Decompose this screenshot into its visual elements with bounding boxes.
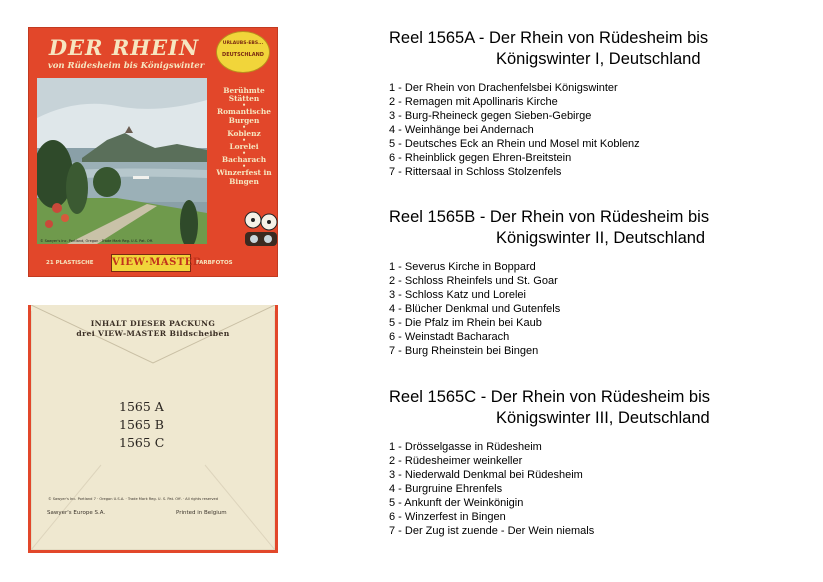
reel-number: 1565 C [119, 435, 165, 450]
scene-item: 7 - Burg Rheinstein bei Bingen [389, 345, 539, 357]
cover-footer-left: 21 PLASTISCHE [46, 260, 94, 266]
reel-number-list [119, 398, 164, 452]
scene-item: 3 - Niederwald Denkmal bei Rüdesheim [389, 469, 583, 481]
place-item: Koblenz [227, 128, 261, 138]
back-header-line1: INHALT DIESER PACKUNG [90, 319, 216, 328]
place-item: Berühmte Stätten [223, 86, 265, 104]
scene-item: 7 - Rittersaal in Schloss Stolzenfels [389, 166, 562, 178]
place-item: Bacharach [221, 155, 267, 165]
scene-item: 1 - Der Rhein von Drachenfelsbei Königswinter [389, 82, 618, 94]
scene-item: 5 - Ankunft der Weinkönigin [389, 497, 524, 509]
reel-title-line2: Königswinter I, Deutschland [496, 50, 701, 68]
scene-item: 1 - Drösselgasse in Rüdesheim [389, 441, 542, 453]
scene-item: 7 - Der Zug ist zuende - Der Wein niemals [389, 525, 595, 537]
scene-list [389, 260, 809, 358]
scene-item: 2 - Remagen mit Apollinaris Kirche [389, 96, 558, 108]
cover-footer-right: FARBFOTOS [196, 260, 233, 266]
reel-title-line1: Reel 1565C - Der Rhein von Rüdesheim bis [389, 388, 710, 406]
badge-line2: DEUTSCHLAND [222, 52, 264, 58]
reel-section-b [389, 207, 809, 358]
scene-item: 2 - Rüdesheimer weinkeller [389, 455, 523, 467]
back-copyright: © Sawyer's Inc. Portland 7 · Oregon U.S.A. · Trade Mark Reg. U. S. Pat. Off. · All rights reserved [48, 497, 219, 501]
reel-section-a [389, 28, 809, 179]
place-item: Lorelei [229, 142, 259, 152]
reel-title [389, 28, 809, 70]
reel-title-line1: Reel 1565A - Der Rhein von Rüdesheim bis [389, 29, 709, 47]
reel-title [389, 387, 809, 429]
reel-section-c [389, 387, 809, 538]
cover-title: DER RHEIN [48, 35, 200, 60]
cover-footer [28, 253, 278, 275]
scene-item: 5 - Die Pfalz im Rhein bei Kaub [389, 317, 542, 329]
reel-title-line2: Königswinter II, Deutschland [496, 229, 706, 247]
scene-item: 3 - Schloss Katz und Lorelei [389, 289, 526, 301]
scene-list [389, 81, 809, 179]
envelope [31, 305, 275, 550]
reel-title-line1: Reel 1565B - Der Rhein von Rüdesheim bis [389, 208, 710, 226]
back-printed: Printed in Belgium [176, 510, 227, 516]
scene-item: 6 - Weinstadt Bacharach [389, 331, 510, 343]
viewmaster-reels-icon [241, 210, 281, 254]
reel-number: 1565 B [119, 417, 164, 432]
place-item: Winzerfest in Bingen [216, 168, 272, 186]
scene-item: 1 - Severus Kirche in Boppard [389, 261, 536, 273]
viewmaster-logo: VIEW·MASTER [111, 254, 191, 272]
scene-item: 3 - Burg-Rheineck gegen Sieben-Gebirge [389, 110, 592, 122]
front-cover-image [28, 27, 278, 277]
rhine-landscape-photo [37, 78, 207, 244]
scene-item: 5 - Deutsches Eck an Rhein und Mosel mit Koblenz [389, 138, 640, 150]
back-publisher: Sawyer's Europe S.A. [47, 510, 106, 516]
reel-number: 1565 A [119, 399, 164, 414]
badge-line1: URLAUBS-EBS... [222, 41, 264, 46]
scene-item: 2 - Schloss Rheinfels und St. Goar [389, 275, 558, 287]
back-header [51, 319, 255, 339]
country-badge [216, 31, 270, 73]
reel-title-line2: Königswinter III, Deutschland [496, 409, 710, 427]
back-cover-image [28, 305, 278, 553]
places-list: Berühmte Stätten • Romantische Burgen • Koblenz • Lorelei • Bacharach • Winzerfest in Bingen [216, 86, 272, 186]
scene-item: 4 - Burgruine Ehrenfels [389, 483, 503, 495]
back-header-line2: drei VIEW-MASTER Bildscheiben [76, 329, 230, 338]
scene-item: 6 - Rheinblick gegen Ehren-Breitstein [389, 152, 572, 164]
scene-item: 4 - Weinhänge bei Andernach [389, 124, 534, 136]
cover-subtitle: von Rüdesheim bis Königswinter [47, 61, 205, 71]
scene-item: 4 - Blücher Denkmal und Gutenfels [389, 303, 561, 315]
photo-caption: © Sawyer's Inc. Portland, Oregon · Trade Mark Reg. U.S. Pat. Off. [40, 239, 154, 243]
scene-item: 6 - Winzerfest in Bingen [389, 511, 506, 523]
place-item: Romantische Burgen [216, 107, 271, 125]
scene-list [389, 440, 809, 538]
reel-title [389, 207, 809, 249]
